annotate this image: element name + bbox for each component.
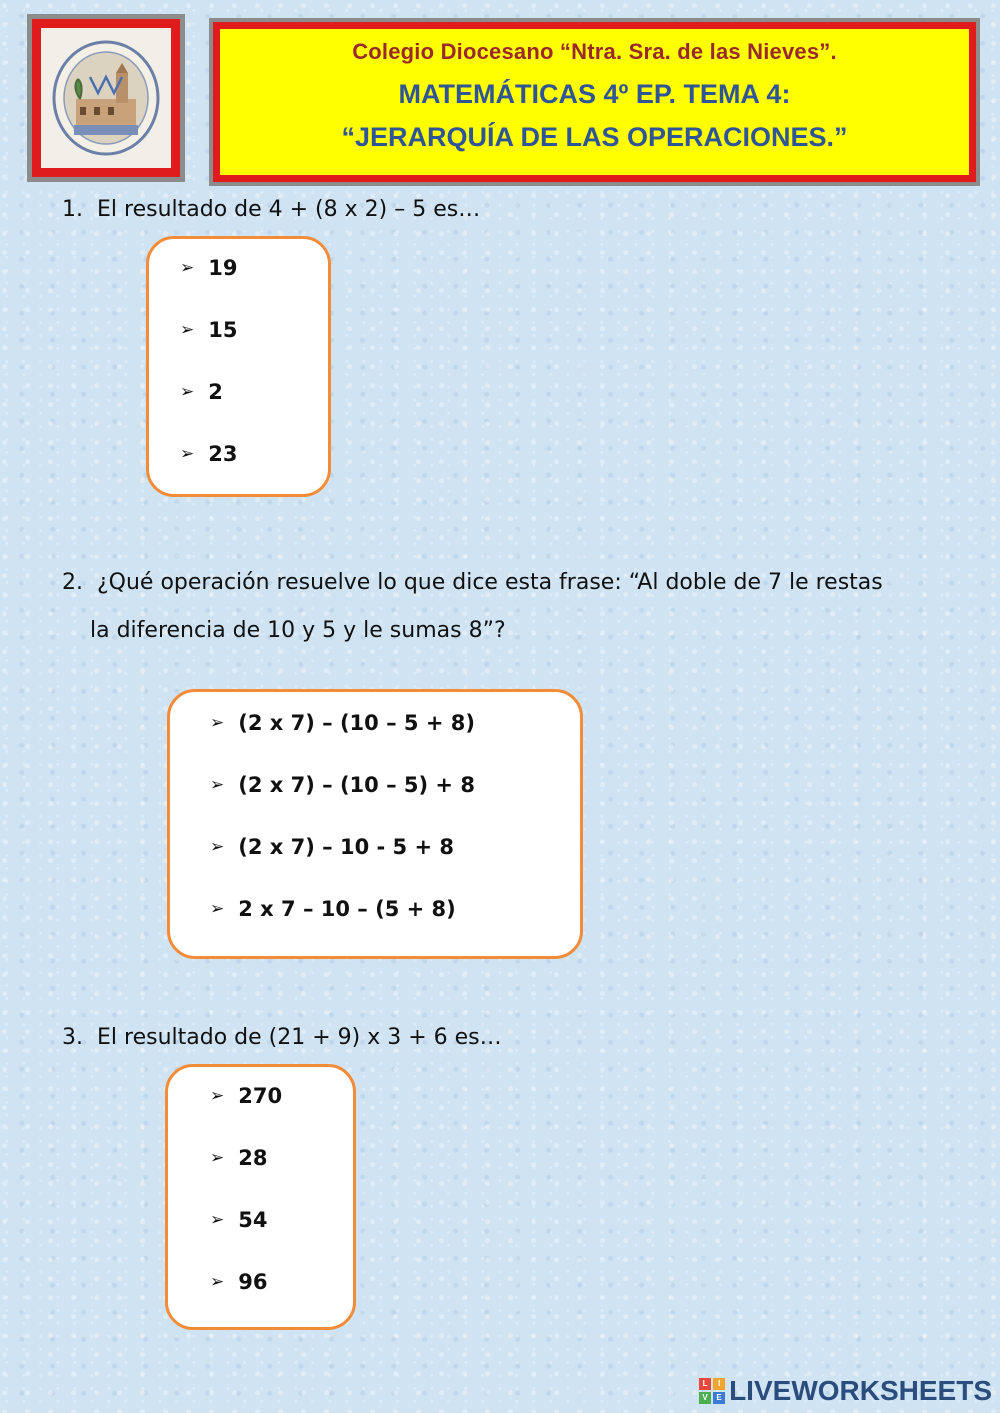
question-3 bbox=[62, 1014, 502, 1062]
option-label: 2 x 7 – 10 – (5 + 8) bbox=[238, 897, 456, 921]
arrow-bullet-icon: ➢ bbox=[180, 382, 195, 402]
question-text-line2: la diferencia de 10 y 5 y le sumas 8”? bbox=[90, 618, 506, 643]
question-number: 3. bbox=[62, 1025, 83, 1050]
school-logo bbox=[32, 19, 180, 177]
option-3a[interactable] bbox=[210, 1084, 282, 1108]
option-label: 270 bbox=[238, 1084, 283, 1108]
arrow-bullet-icon: ➢ bbox=[210, 1210, 225, 1230]
option-3b[interactable] bbox=[210, 1146, 267, 1170]
option-label: (2 x 7) – (10 – 5) + 8 bbox=[238, 773, 475, 797]
question-1 bbox=[62, 186, 480, 234]
arrow-bullet-icon: ➢ bbox=[210, 837, 225, 857]
arrow-bullet-icon: ➢ bbox=[180, 320, 195, 340]
question-number: 1. bbox=[62, 197, 83, 222]
question-text: El resultado de (21 + 9) x 3 + 6 es… bbox=[97, 1025, 502, 1050]
option-label: 96 bbox=[238, 1270, 268, 1294]
header-frame bbox=[209, 18, 980, 186]
option-label: 2 bbox=[208, 380, 223, 404]
arrow-bullet-icon: ➢ bbox=[210, 1272, 225, 1292]
option-1b[interactable] bbox=[180, 318, 237, 342]
arrow-bullet-icon: ➢ bbox=[210, 713, 225, 733]
option-3d[interactable] bbox=[210, 1270, 267, 1294]
option-1a[interactable] bbox=[180, 256, 237, 280]
arrow-bullet-icon: ➢ bbox=[210, 775, 225, 795]
option-label: 15 bbox=[208, 318, 238, 342]
liveworksheets-brand bbox=[699, 1375, 992, 1407]
option-label: 28 bbox=[238, 1146, 268, 1170]
option-label: 23 bbox=[208, 442, 238, 466]
arrow-bullet-icon: ➢ bbox=[210, 899, 225, 919]
option-2d[interactable] bbox=[210, 897, 456, 921]
school-logo-frame bbox=[27, 14, 185, 182]
question-text: El resultado de 4 + (8 x 2) – 5 es… bbox=[97, 197, 481, 222]
option-2a[interactable] bbox=[210, 711, 475, 735]
question-2 bbox=[62, 559, 883, 655]
topic-title: “JERARQUÍA DE LAS OPERACIONES.” bbox=[341, 122, 848, 152]
arrow-bullet-icon: ➢ bbox=[210, 1148, 225, 1168]
question-text-line1: ¿Qué operación resuelve lo que dice esta frase: “Al doble de 7 le restas bbox=[97, 570, 883, 595]
question-number: 2. bbox=[62, 570, 83, 595]
logo-letter: I bbox=[713, 1378, 725, 1390]
option-1c[interactable] bbox=[180, 380, 223, 404]
subject-title: MATEMÁTICAS 4º EP. TEMA 4: bbox=[398, 79, 791, 109]
school-seal-icon bbox=[50, 37, 162, 159]
option-label: 19 bbox=[208, 256, 238, 280]
liveworksheets-logo-icon bbox=[699, 1378, 725, 1404]
brand-name: LIVEWORKSHEETS bbox=[729, 1375, 992, 1406]
arrow-bullet-icon: ➢ bbox=[180, 258, 195, 278]
logo-letter: E bbox=[713, 1392, 725, 1404]
options-box-1 bbox=[146, 236, 331, 497]
arrow-bullet-icon: ➢ bbox=[210, 1086, 225, 1106]
header-banner bbox=[213, 22, 976, 182]
logo-letter: L bbox=[699, 1378, 711, 1390]
arrow-bullet-icon: ➢ bbox=[180, 444, 195, 464]
school-name: Colegio Diocesano “Ntra. Sra. de las Nieves”. bbox=[352, 39, 837, 64]
option-1d[interactable] bbox=[180, 442, 237, 466]
option-label: (2 x 7) – 10 - 5 + 8 bbox=[238, 835, 454, 859]
option-2c[interactable] bbox=[210, 835, 454, 859]
option-label: 54 bbox=[238, 1208, 268, 1232]
logo-letter: V bbox=[699, 1392, 711, 1404]
option-2b[interactable] bbox=[210, 773, 475, 797]
option-3c[interactable] bbox=[210, 1208, 267, 1232]
option-label: (2 x 7) – (10 – 5 + 8) bbox=[238, 711, 475, 735]
